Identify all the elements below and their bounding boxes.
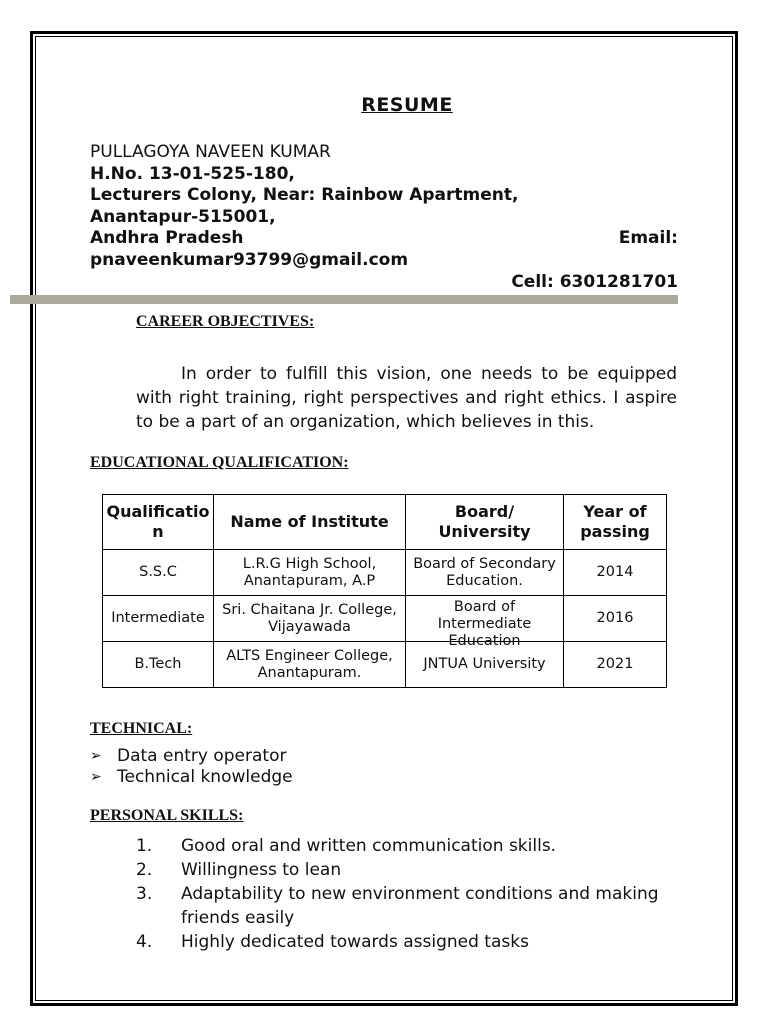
header-year: Year of passing — [564, 495, 667, 550]
cell-board: Board of Secondary Education. — [406, 550, 564, 596]
career-objective-text: In order to fulfill this vision, one needs to be equipped with right training, right perspectives and right ethics. I aspire to be a part of an organization, which believes in this. — [136, 364, 677, 432]
header-institute: Name of Institute — [214, 495, 406, 550]
table-row — [103, 550, 667, 596]
list-item-text: Willingness to lean — [181, 860, 342, 880]
list-number: 2. — [136, 860, 153, 880]
cell-qualification: S.S.C — [103, 550, 214, 596]
arrow-bullet-icon: ➢ — [90, 748, 102, 764]
cell-board-text: Board of Intermediate Education — [437, 598, 532, 649]
table-header-row — [103, 495, 667, 550]
cell-institute: Sri. Chaitana Jr. College, Vijayawada — [214, 596, 406, 642]
list-item-text: Good oral and written communication skills. — [181, 836, 557, 856]
arrow-bullet-icon: ➢ — [90, 769, 102, 785]
list-item — [136, 858, 681, 882]
technical-heading: TECHNICAL: — [90, 720, 193, 737]
header-board: Board/ University — [406, 495, 564, 550]
skills-heading — [90, 807, 243, 825]
cell-number: Cell: 6301281701 — [511, 271, 678, 292]
career-heading — [136, 313, 314, 331]
list-item-text: Data entry operator — [117, 746, 287, 766]
header-divider — [10, 295, 678, 304]
cell-institute: L.R.G High School, Anantapuram, A.P — [214, 550, 406, 596]
city-address: Anantapur-515001, — [90, 206, 276, 227]
state-email-row — [90, 228, 678, 250]
skills-list — [136, 834, 681, 954]
state: Andhra Pradesh — [90, 228, 244, 248]
table-row — [103, 596, 667, 642]
list-item — [90, 767, 293, 788]
street-address: Lecturers Colony, Near: Rainbow Apartment, — [90, 185, 519, 205]
list-item-text: Technical knowledge — [117, 767, 293, 787]
cell-qualification: Intermediate — [103, 596, 214, 642]
cell-qualification: B.Tech — [103, 642, 214, 688]
list-item-text: Highly dedicated towards assigned tasks — [181, 932, 529, 952]
email-label: Email: — [618, 228, 678, 248]
email-address: pnaveenkumar93799@gmail.com — [90, 249, 409, 270]
education-heading-text: EDUCATIONAL QUALIFICATION — [90, 454, 344, 471]
list-number: 3. — [136, 884, 153, 904]
skills-heading-text: PERSONAL SKILLS — [90, 807, 239, 824]
list-number: 4. — [136, 932, 153, 952]
cell-institute: ALTS Engineer College, Anantapuram. — [214, 642, 406, 688]
list-item — [136, 882, 681, 930]
list-item — [90, 746, 293, 767]
table-row — [103, 642, 667, 688]
education-heading — [90, 454, 349, 472]
list-item-text: Adaptability to new environment conditions and making friends easily — [181, 884, 659, 928]
header-qualification: Qualification — [103, 495, 214, 550]
technical-list — [90, 746, 293, 788]
house-number: H.No. 13-01-525-180, — [90, 163, 295, 184]
list-number: 1. — [136, 836, 153, 856]
list-item — [136, 930, 681, 954]
career-heading-text: CAREER OBJECTIVES — [136, 313, 309, 330]
education-heading-colon: : — [343, 454, 349, 471]
candidate-name: PULLAGOYA NAVEEN KUMAR — [90, 142, 331, 162]
cell-board — [406, 596, 564, 649]
list-item — [136, 834, 681, 858]
cell-year: 2016 — [564, 596, 667, 642]
contact-block — [90, 142, 678, 293]
skills-heading-colon: : — [238, 807, 244, 824]
cell-board: JNTUA University — [406, 642, 564, 688]
education-table — [102, 494, 667, 688]
career-heading-colon: : — [308, 313, 315, 330]
cell-year: 2014 — [564, 550, 667, 596]
cell-year: 2021 — [564, 642, 667, 688]
resume-title: RESUME — [361, 94, 453, 116]
